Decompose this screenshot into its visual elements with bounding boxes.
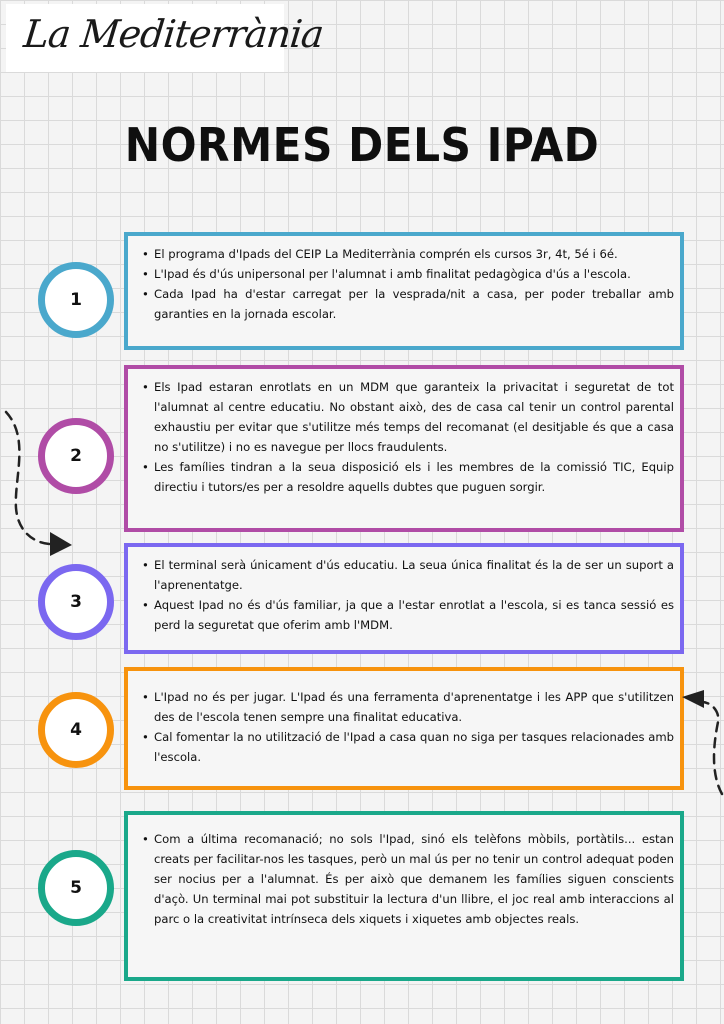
rule-1-list [142, 244, 674, 324]
rule-1-bullet-1: • El programa d'Ipads del CEIP La Mediterrània comprén els cursos 3r, 4t, 5é i 6é. [154, 244, 674, 264]
rule-card-4 [124, 667, 684, 790]
rule-number-3: 3 [70, 592, 82, 612]
rule-card-3 [124, 543, 684, 654]
rule-4-bullet-1: • L'Ipad no és per jugar. L'Ipad és una ferramenta d'aprenentatge i les APP que s'utilitzen des de l'escola tenen sempre una finalitat educativa. [154, 687, 674, 727]
rule-3-bullet-1: • El terminal serà únicament d'ús educatiu. La seua única finalitat és la de ser un suport a l'aprenentatge. [154, 555, 674, 595]
rule-card-5 [124, 811, 684, 981]
logo [6, 4, 326, 72]
rule-number-1: 1 [70, 290, 82, 310]
rule-number-4: 4 [70, 720, 82, 740]
page-title: NORMES DELS IPAD [124, 118, 600, 172]
rule-number-badge-3 [38, 564, 114, 640]
dashed-arrow-left-icon [0, 408, 80, 558]
rule-5-bullet-1: • Com a última recomanació; no sols l'Ipad, sinó els telèfons mòbils, portàtils... estan creats per facilitar-nos les tasques, però un mal ús per no tenir un control adequat poden ser nocius per a l'alumnat. És per això que demanem les famílies siguen conscients d'açò. Un terminal mai pot substituir la lectura d'un llibre, el joc real amb interaccions al parc o la creativitat intrínseca dels xiquets i xiquetes amb objectes reals. [154, 829, 674, 929]
rule-number-badge-5 [38, 850, 114, 926]
dashed-arrow-right-icon [680, 682, 724, 802]
rule-number-2: 2 [70, 446, 82, 466]
rule-4-bullet-2: • Cal fomentar la no utilització de l'Ipad a casa quan no siga per tasques relacionades amb l'escola. [154, 727, 674, 767]
rule-number-badge-4 [38, 692, 114, 768]
rule-card-1 [124, 232, 684, 350]
rule-2-bullet-2: • Les famílies tindran a la seua disposició els i les membres de la comissió TIC, Equip directiu i tutors/es per a resoldre aquells dubtes que puguen sorgir. [154, 457, 674, 497]
logo-text: La Mediterrània [21, 12, 326, 56]
rule-number-badge-1 [38, 262, 114, 338]
rule-card-2 [124, 365, 684, 532]
rule-2-bullet-1: • Els Ipad estaran enrotlats en un MDM que garanteix la privacitat i seguretat de tot l'alumnat al centre educatiu. No obstant això, des de casa cal tenir un control parental exhaustiu per evitar que s'utilitze més temps del recomanat (el desitjable és que a casa no s'utilitze) i no es navegue per llocs fraudulents. [154, 377, 674, 457]
rule-3-bullet-2: • Aquest Ipad no és d'ús familiar, ja que a l'estar enrotlat a l'escola, si es tanca sessió es perd la seguretat que oferim amb l'MDM. [154, 595, 674, 635]
rule-3-list [142, 555, 674, 635]
rule-2-list [142, 377, 674, 497]
rule-5-list [142, 829, 674, 929]
rule-number-5: 5 [70, 878, 82, 898]
rule-1-bullet-3: • Cada Ipad ha d'estar carregat per la vesprada/nit a casa, per poder treballar amb garanties en la jornada escolar. [154, 284, 674, 324]
rule-1-bullet-2: • L'Ipad és d'ús unipersonal per l'alumnat i amb finalitat pedagògica d'ús a l'escola. [154, 264, 674, 284]
rule-4-list [142, 687, 674, 767]
